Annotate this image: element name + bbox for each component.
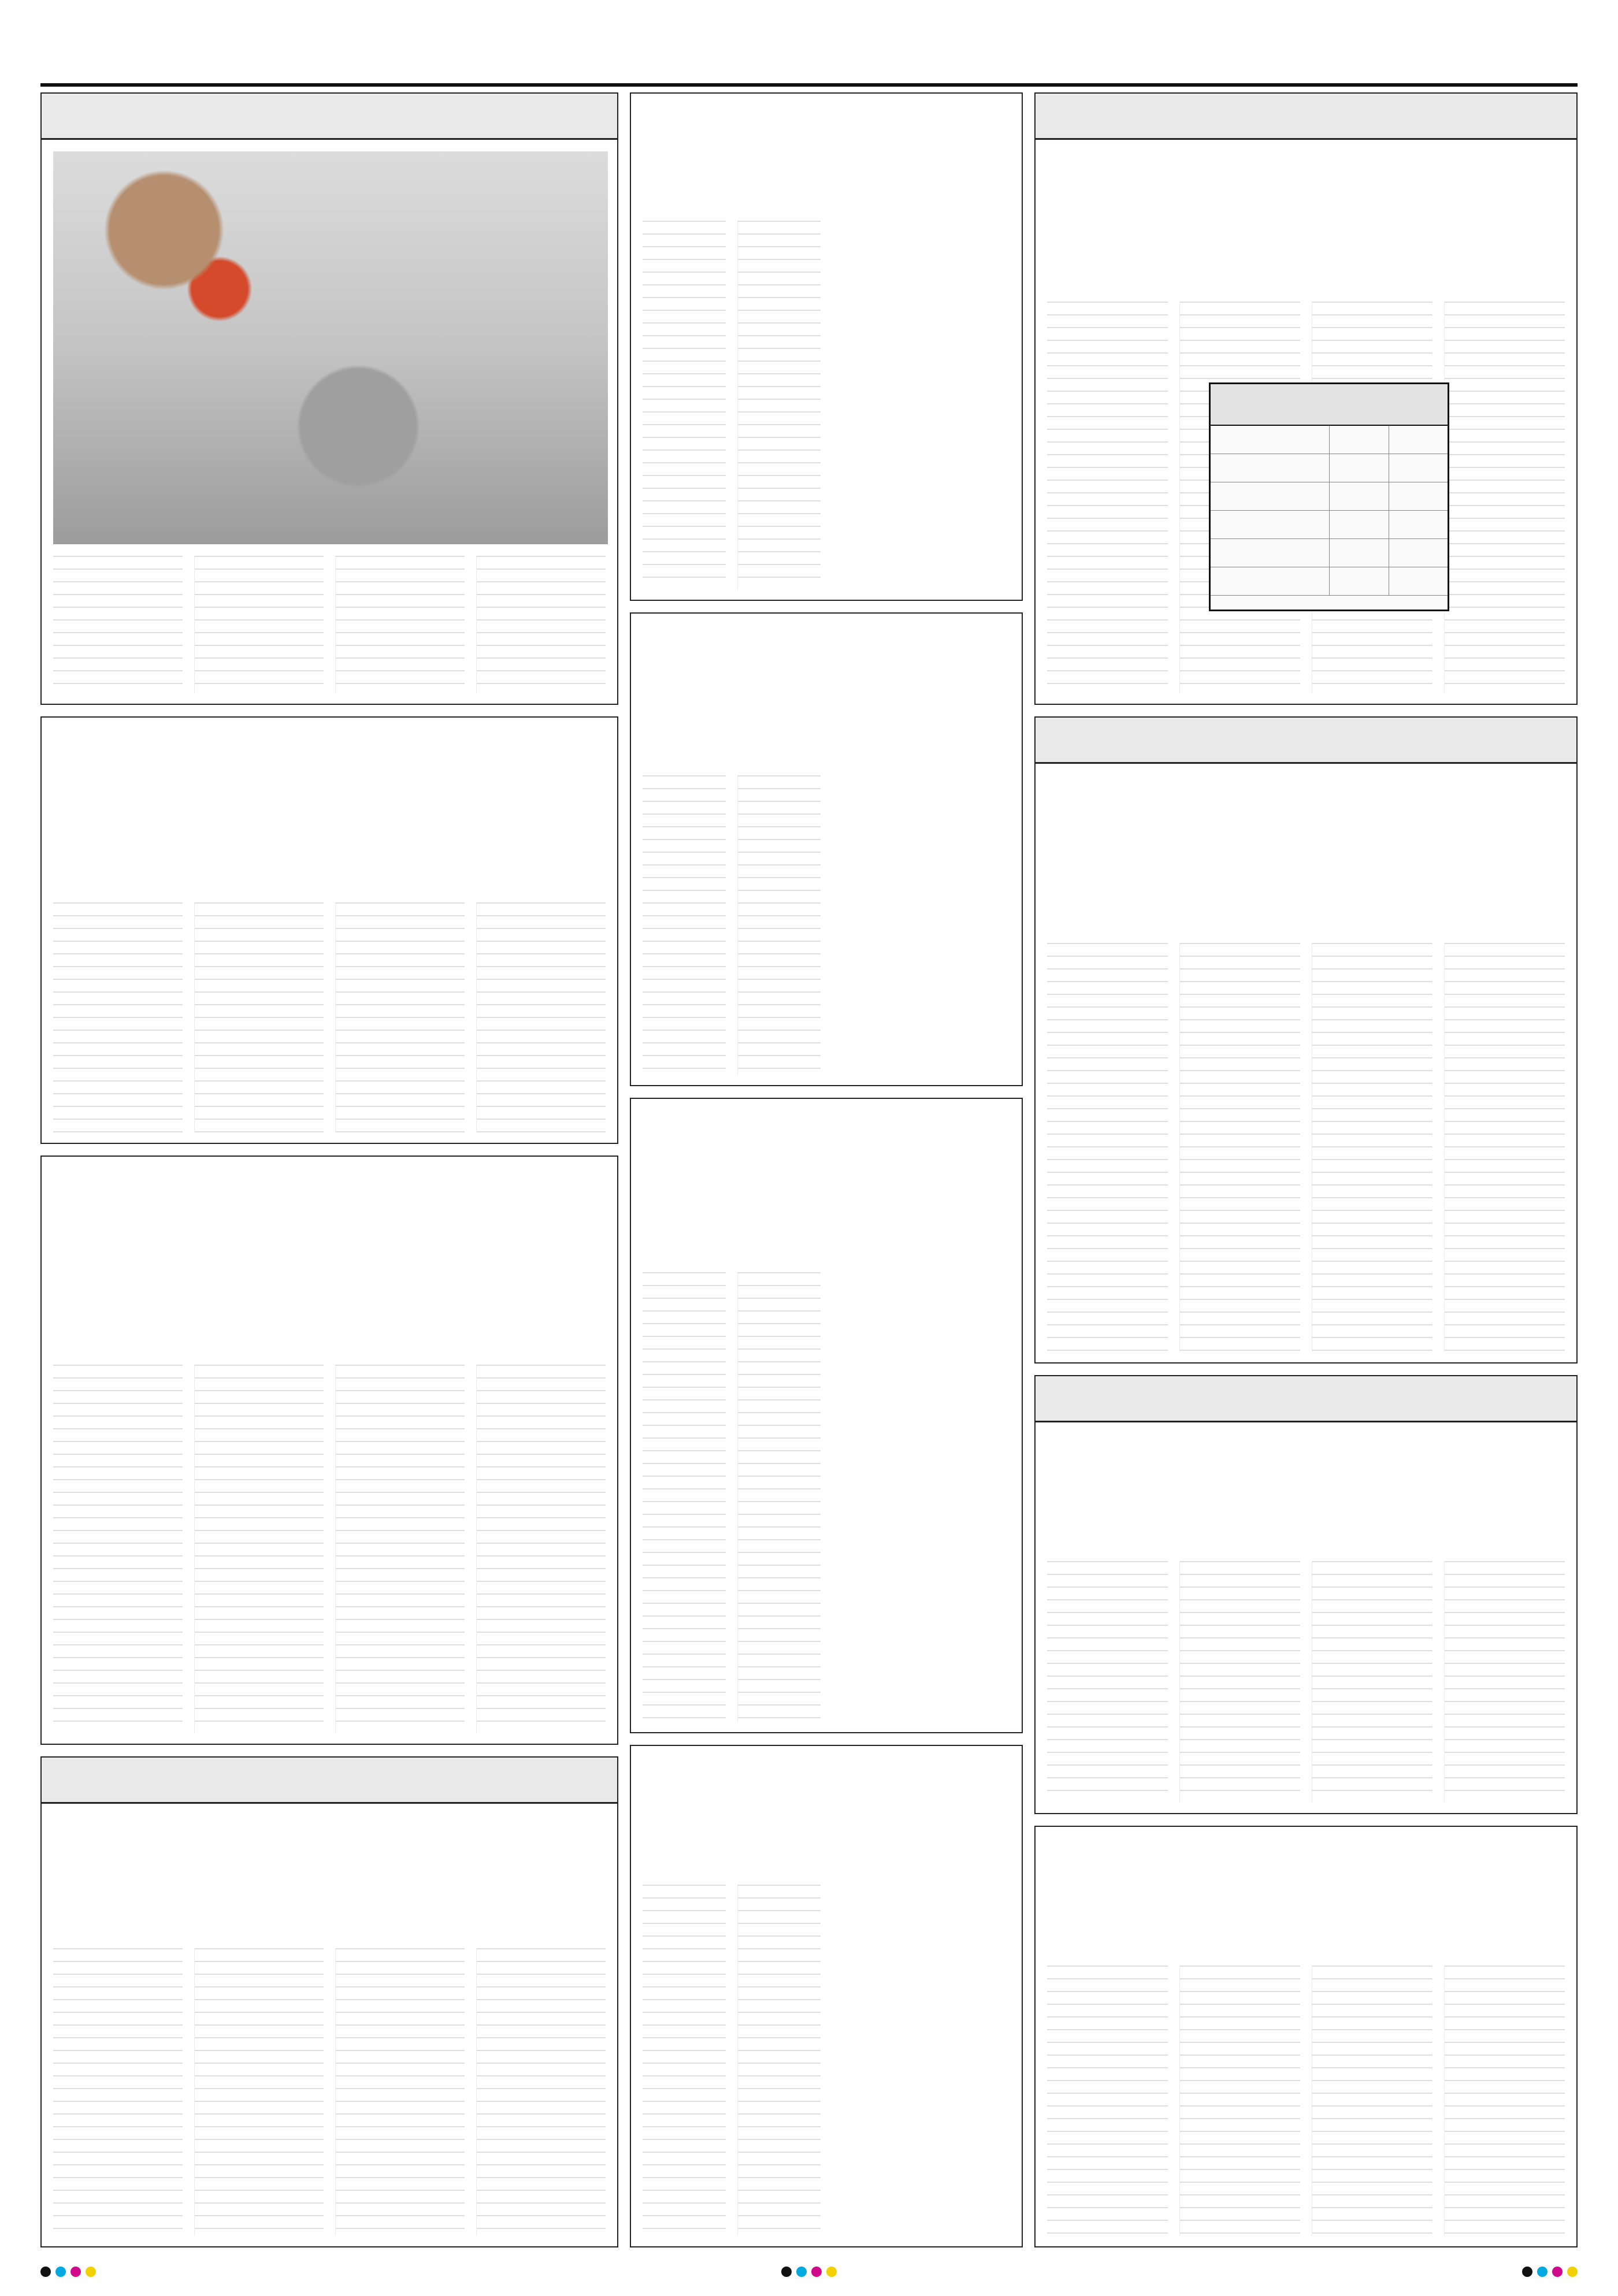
middle-bottom-story — [630, 1745, 1023, 2247]
feature-photo — [53, 151, 608, 544]
middle-pm-story — [630, 612, 1023, 1086]
page-content — [40, 92, 1578, 2247]
feature-photo-image — [53, 151, 608, 544]
register-dot — [1552, 2267, 1563, 2277]
top-middle-story — [630, 92, 1023, 601]
top-right-headline — [1036, 140, 1576, 205]
top-middle-headline — [631, 94, 1022, 158]
register-dot — [55, 2267, 66, 2277]
middle-cotton-headline — [631, 1099, 1022, 1164]
caption-column-3 — [335, 556, 465, 693]
data-table-box — [1209, 382, 1449, 611]
right-bottom-story — [1034, 1826, 1578, 2247]
left-ration-story — [40, 716, 618, 1144]
left-bottom-banner — [42, 1758, 617, 1804]
register-dot — [781, 2267, 792, 2277]
right-textile-banner — [1036, 1376, 1576, 1422]
table-row — [1211, 426, 1448, 454]
story-column-2 — [737, 221, 821, 589]
middle-cotton-story — [630, 1098, 1023, 1733]
print-register-marks — [40, 2264, 1578, 2280]
right-tobacco-headline — [1036, 764, 1576, 829]
register-dot — [70, 2267, 81, 2277]
story-column-4 — [1444, 302, 1565, 693]
right-tobacco-banner — [1036, 718, 1576, 764]
middle-bottom-headline — [631, 1746, 1022, 1811]
register-dot — [811, 2267, 822, 2277]
left-bottom-headline — [42, 1804, 617, 1868]
table-row — [1211, 454, 1448, 482]
table-header — [1211, 384, 1448, 426]
top-right-banner — [1036, 94, 1576, 140]
story-column-1 — [643, 221, 726, 589]
register-dot — [796, 2267, 807, 2277]
caption-column-1 — [53, 556, 183, 693]
right-tobacco-story — [1034, 716, 1578, 1364]
table-row — [1211, 482, 1448, 511]
middle-pm-headline — [631, 614, 1022, 678]
table-row — [1211, 567, 1448, 596]
right-textile-headline — [1036, 1422, 1576, 1487]
top-left-feature — [40, 92, 618, 705]
left-mid-subhead — [42, 782, 617, 817]
left-gold-headline — [42, 1157, 617, 1221]
table-row — [1211, 511, 1448, 539]
left-mid-headline — [42, 718, 617, 782]
register-dot — [1537, 2267, 1548, 2277]
register-dot — [826, 2267, 837, 2277]
register-dot — [1567, 2267, 1578, 2277]
caption-column-4 — [476, 556, 606, 693]
masthead — [40, 40, 1578, 87]
story-column-1 — [1047, 302, 1168, 693]
register-dot — [1522, 2267, 1532, 2277]
right-bottom-headline — [1036, 1827, 1576, 1892]
left-gold-story — [40, 1156, 618, 1745]
top-left-banner — [42, 94, 617, 140]
left-gold-subhead — [42, 1221, 617, 1256]
register-dot — [86, 2267, 96, 2277]
caption-column-2 — [194, 556, 324, 693]
table-row — [1211, 539, 1448, 567]
top-right-story — [1034, 92, 1578, 705]
left-bottom-story — [40, 1756, 618, 2247]
register-dot — [40, 2267, 51, 2277]
right-textile-story — [1034, 1375, 1578, 1814]
